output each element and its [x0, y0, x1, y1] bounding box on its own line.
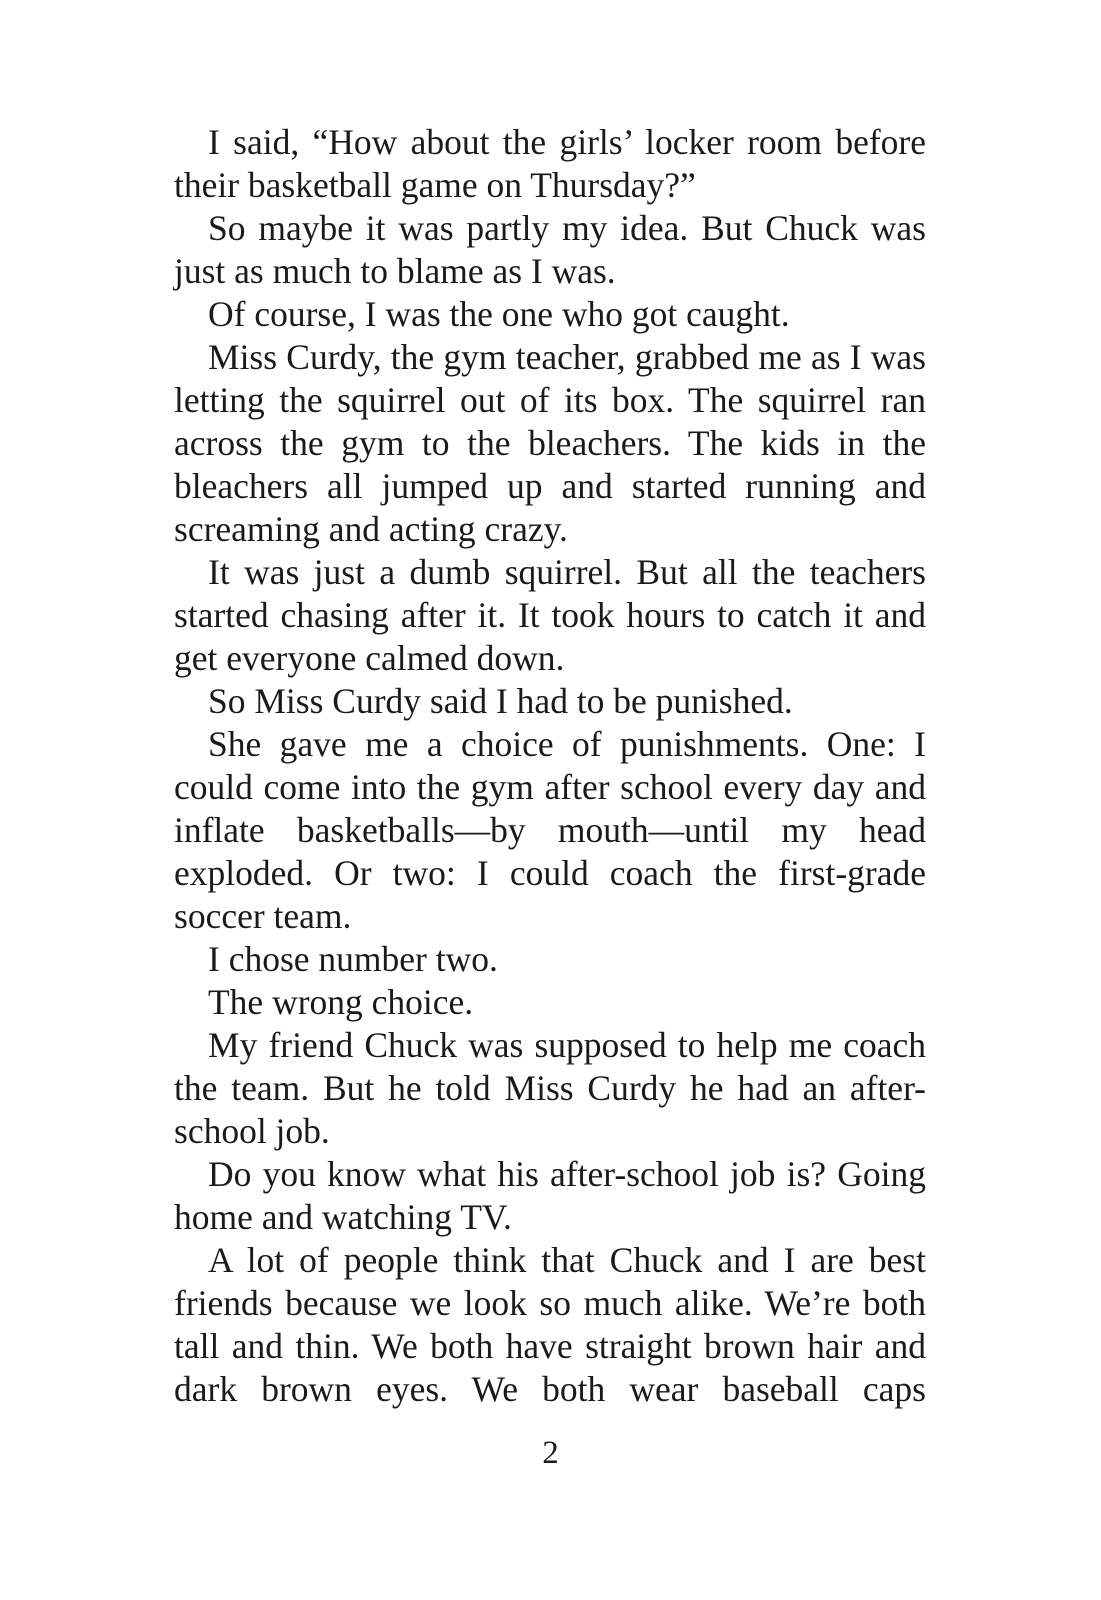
paragraph-last: A lot of people think that Chuck and I are best friends because we look so much alike. We’re both tall and thin. We both have straight brown hair and dark brown eyes. We both wear baseball caps — [174, 1240, 926, 1409]
paragraph: Of course, I was the one who got caught. — [208, 294, 790, 334]
page-number: 2 — [542, 1435, 559, 1471]
paragraph: Do you know what his after-school job is? Going home and watching TV. — [174, 1154, 926, 1237]
paragraph: She gave me a choice of punishments. One: I could come into the gym after school every day and inflate basketballs—by mouth—until my head exploded. Or two: I could coach the first-grade soccer team. — [174, 724, 926, 936]
paragraph: So Miss Curdy said I had to be punished. — [208, 681, 793, 721]
body-text — [174, 121, 926, 1411]
paragraph: Miss Curdy, the gym teacher, grabbed me as I was letting the squirrel out of its box. The squirrel ran across the gym to the bleachers. The kids in the bleachers all jumped up and started running and screaming and acting crazy. — [174, 337, 926, 549]
paragraph: I said, “How about the girls’ locker room before their basketball game on Thursday?” — [174, 122, 926, 205]
paragraph: The wrong choice. — [208, 982, 474, 1022]
paragraph: I chose number two. — [208, 939, 498, 979]
paragraph: My friend Chuck was supposed to help me coach the team. But he told Miss Curdy he had an after-school job. — [174, 1025, 926, 1151]
paragraph: So maybe it was partly my idea. But Chuck was just as much to blame as I was. — [174, 208, 926, 291]
paragraph: It was just a dumb squirrel. But all the teachers started chasing after it. It took hours to catch it and get everyone calmed down. — [174, 552, 926, 678]
